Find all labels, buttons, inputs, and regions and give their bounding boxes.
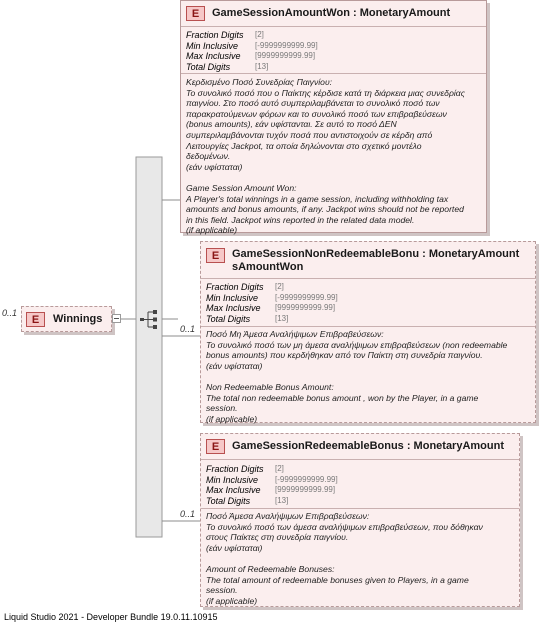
element-badge-icon: E bbox=[186, 6, 205, 21]
element-title-line-1: GameSessionNonRedeemableBonu : MonetaryAmount bbox=[232, 248, 520, 260]
collapse-toggle-icon[interactable] bbox=[112, 314, 121, 323]
element-game-session-non-redeemable-bonus-amount-won[interactable] bbox=[200, 241, 536, 423]
element-game-session-amount-won[interactable] bbox=[180, 0, 487, 236]
divider bbox=[201, 508, 519, 509]
element-badge-icon: E bbox=[26, 312, 45, 327]
facet-value: [2] bbox=[275, 282, 284, 291]
element-game-session-redeemable-bonus[interactable] bbox=[200, 433, 520, 607]
facet-value: [2] bbox=[275, 464, 284, 473]
facet-label: Fraction Digits bbox=[206, 282, 264, 292]
facet-label: Max Inclusive bbox=[206, 485, 261, 495]
facet-label: Min Inclusive bbox=[206, 474, 259, 485]
sequence-icon[interactable] bbox=[139, 308, 161, 330]
facet-label: Min Inclusive bbox=[206, 292, 259, 303]
facet-label: Fraction Digits bbox=[206, 464, 264, 474]
element-description: Ποσό Μη Άμεσα Αναλήψιμων Επιβραβεύσεων: Το συνολικό ποσό των μη άμεσα αναλήψιμων επιβραβεύσεων (non redeemable bonus amounts) που κερδήθηκαν από τον Παίκτη στη συνεδρία παιγνίου. (εάν υφίσταται) Non Redeemable Bonus Amount: The total non redeemable bonus amount , won by the Player, in a game session. (if applicable) bbox=[206, 329, 508, 424]
root-cardinality: 0..1 bbox=[2, 308, 18, 318]
facet-label: Total Digits bbox=[206, 495, 251, 506]
cardinality-label: 0..1 bbox=[180, 509, 196, 519]
root-element-winnings[interactable] bbox=[21, 306, 112, 332]
facet-value: [9999999999.99] bbox=[255, 51, 316, 60]
facet-value: [13] bbox=[275, 313, 289, 323]
element-badge-icon: E bbox=[206, 248, 225, 263]
element-title: GameSessionRedeemableBonus : MonetaryAmount bbox=[232, 440, 505, 452]
facet-value: [-9999999999.99] bbox=[275, 474, 338, 484]
element-badge-icon: E bbox=[206, 439, 225, 454]
facet-label: Total Digits bbox=[206, 313, 251, 324]
facet-label: Max Inclusive bbox=[186, 51, 241, 61]
divider bbox=[181, 73, 486, 74]
root-element-name: Winnings bbox=[53, 313, 103, 325]
element-title: GameSessionAmountWon : MonetaryAmount bbox=[212, 7, 451, 19]
facet-value: [-9999999999.99] bbox=[275, 292, 338, 302]
facet-value: [2] bbox=[255, 30, 264, 39]
element-header bbox=[201, 434, 519, 460]
element-title-line-2: sAmountWon bbox=[232, 261, 304, 273]
element-description: Ποσό Άμεσα Αναλήψιμων Επιβραβεύσεων: Το συνολικό ποσό των άμεσα αναλήψιμων επιβραβεύσεων, που δόθηκαν στους Παίκτες στη συνεδρία παιγνίου. (εάν υφίσταται) Amount of Redeemable Bonuses: The total amount of redeemable bonuses given to Players, in a game session. (if applicable) bbox=[206, 511, 483, 606]
facet-value: [-9999999999.99] bbox=[255, 40, 318, 50]
facet-label: Fraction Digits bbox=[186, 30, 244, 40]
cardinality-label: 0..1 bbox=[180, 324, 196, 334]
facet-value: [13] bbox=[255, 61, 269, 71]
facet-value: [9999999999.99] bbox=[275, 303, 336, 312]
facet-label: Total Digits bbox=[186, 61, 231, 72]
element-header bbox=[181, 1, 486, 27]
facet-label: Max Inclusive bbox=[206, 303, 261, 313]
facet-value: [9999999999.99] bbox=[275, 485, 336, 494]
footer-credit: Liquid Studio 2021 - Developer Bundle 19.0.11.10915 bbox=[4, 612, 218, 622]
element-description: Κερδισμένο Ποσό Συνεδρίας Παιγνίου: Το συνολικό ποσό που ο Παίκτης κέρδισε κατά τη διάρκεια μιας συνεδρίας παιγνίου. Στο ποσό αυτό συμπεριλαμβάνεται το συνολικό ποσό των παρακρατούμενων φόρων και το συνολικό ποσό των επιβραβεύσεων (bonus amounts), εάν υφίστανται. Σε αυτό το ποσό ΔΕΝ συμπεριλαμβάνονται τυχόν ποσά που αντιστοιχούν σε κέρδη από Λειτουργίες Jackpot, τα οποία δηλώνονται στο σχετικό μοντέλο δεδομένων. (εάν υφίσταται) Game Session Amount Won: A Player's total winnings in a game session, including withholding tax amounts and bonus amounts, if any. Jackpot wins should not be reported in this field. Jackpot wins reported in the related data model. (if applicable) bbox=[186, 77, 465, 236]
facet-value: [13] bbox=[275, 495, 289, 505]
facet-label: Min Inclusive bbox=[186, 40, 239, 51]
divider bbox=[201, 326, 535, 327]
element-header bbox=[201, 242, 535, 279]
